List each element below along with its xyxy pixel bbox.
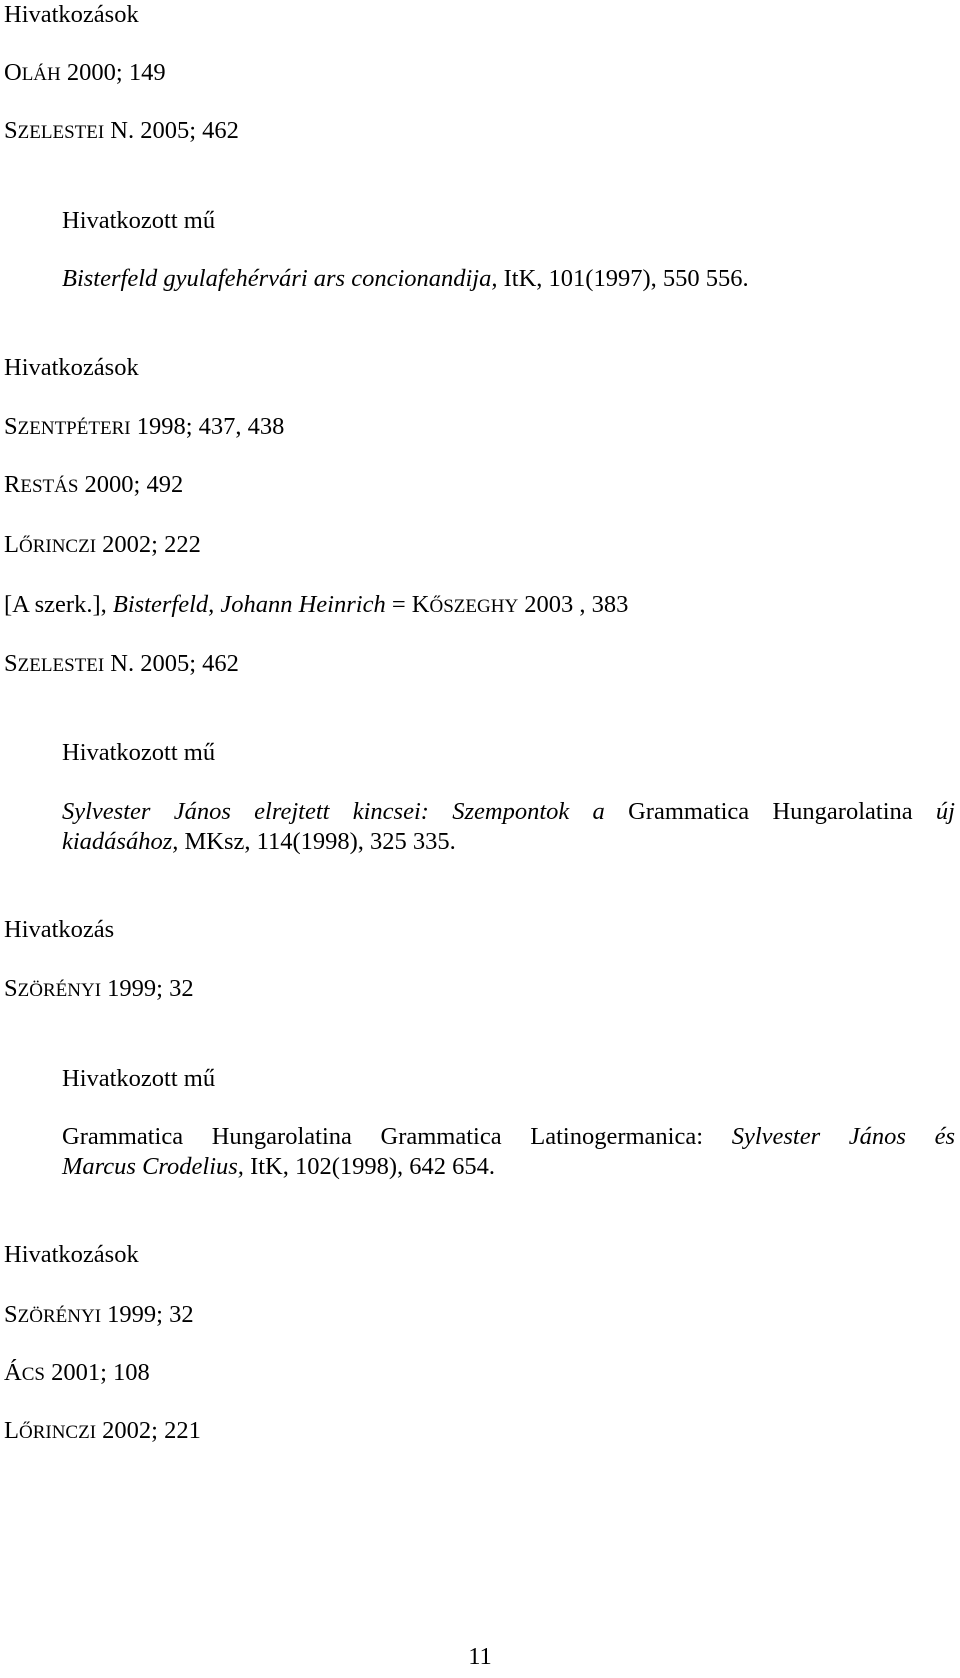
section-heading: Hivatkozások [4, 1241, 139, 1268]
cited-work-line: Grammatica Hungarolatina Grammatica Latinogermanica: Sylvester János és [62, 1123, 956, 1150]
cited-work-line: kiadásához, MKsz, 114(1998), 325 335. [62, 828, 456, 855]
cited-work: Bisterfeld gyulafehérvári ars concionandija, ItK, 101(1997), 550 556. [62, 265, 749, 292]
reference-entry: SZELESTEI N. 2005; 462 [4, 650, 239, 677]
page-number: 11 [468, 1643, 492, 1670]
reference-entry: ÁCS 2001; 108 [4, 1359, 150, 1386]
cited-work-label: Hivatkozott mű [62, 207, 216, 234]
reference-entry: SZENTPÉTERI 1998; 437, 438 [4, 413, 285, 440]
reference-entry: SZÖRÉNYI 1999; 32 [4, 975, 194, 1002]
section-heading: Hivatkozások [4, 354, 139, 381]
reference-entry: [A szerk.], Bisterfeld, Johann Heinrich = KŐSZEGHY 2003 , 383 [4, 591, 629, 618]
reference-entry: LŐRINCZI 2002; 222 [4, 531, 201, 558]
cited-work-line: Marcus Crodelius, ItK, 102(1998), 642 654. [62, 1153, 496, 1180]
section-heading: Hivatkozások [4, 1, 139, 28]
section-heading: Hivatkozás [4, 916, 115, 943]
cited-work-label: Hivatkozott mű [62, 1065, 216, 1092]
reference-entry: LŐRINCZI 2002; 221 [4, 1417, 201, 1444]
cited-work-line: Sylvester János elrejtett kincsei: Szempontok a Grammatica Hungarolatina új [62, 798, 955, 825]
cited-work-label: Hivatkozott mű [62, 739, 216, 766]
reference-entry: SZÖRÉNYI 1999; 32 [4, 1301, 194, 1328]
reference-entry: OLÁH 2000; 149 [4, 59, 166, 86]
reference-entry: RESTÁS 2000; 492 [4, 471, 184, 498]
reference-entry: SZELESTEI N. 2005; 462 [4, 117, 239, 144]
